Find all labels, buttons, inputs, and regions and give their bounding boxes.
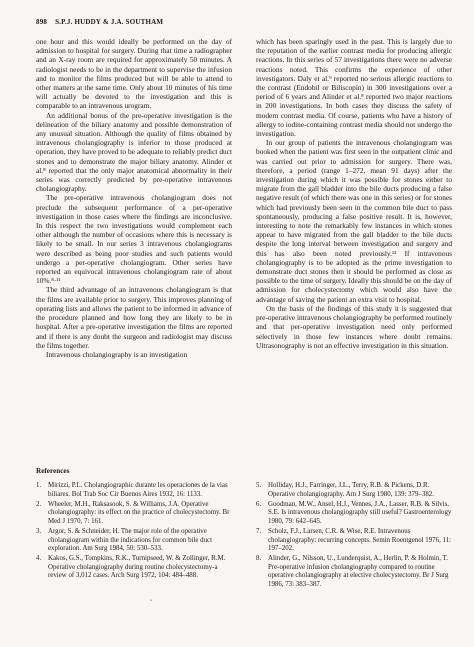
running-authors: S.P.J. HUDDY & J.A. SOUTHAM <box>55 18 164 26</box>
reference-text: Wheeler, M.H., Raksasook, S. & Williams, J.A. Operative cholangiography: its effect on the practice of cholecystectomy. Br Med J 1970, 7: 161. <box>48 500 230 525</box>
body-paragraph: An additional bonus of the pre-operative investigation is the delineation of the biliary anatomy and possible demonstration of any unusual situation. Although the quality of films obtained by intravenous cholangiography is inferior to those produced at operation, they have proved to be adequate to reliably predict duct stones and to demonstrate the major biliary anatomy. Alinder et al.⁸ reported that the only major anatomical abnormality in their series was correctly predicted by pre-operative intravenous cholangiography. <box>36 110 232 194</box>
body-paragraph: The third advantage of an intravenous cholangiogram is that the films are available prior to surgery. This improves planning of operating lists and allows the patient to be informed in advance of the procedure planned and how long they are likely to be in hospital. After a pre-operative investigation the films are reported and if there is any doubt the surgeon and radiologist may discuss the films together. <box>36 285 232 350</box>
running-header <box>36 18 163 26</box>
reference-number: 1. <box>36 482 42 489</box>
print-mark: ˘ <box>150 600 152 606</box>
body-paragraph: In our group of patients the intravenous cholangiogram was booked when the patient was first seen in the outpatient clinic and was carried out prior to admission for surgery. There was, therefore, a period (range 1–272, mean 91 days) after the investigation during which it was possible for stones either to migrate from the gall bladder into the bile ducts producing a false negative result (of which there was one in this series) or for stones which had previously been seen in the common bile duct to pass spontaneously, producing a false positive result. It is, however, interesting to note the remarkably few instances in which stones appear to have migrated from the gall bladder to the bile ducts despite the long interval between investigation and surgery and this has also been noted previously.¹² If intravenous cholangiography is to be adopted as the prime investigation to demonstrate duct stones then it should be performed as close as possible to the time of surgery. Ideally this should be on the day of admission for cholecystectomy which would also have the advantage of saving the patient an extra visit to hospital. <box>256 138 452 304</box>
references-list-right <box>256 482 452 591</box>
reference-number: 8. <box>256 555 262 563</box>
reference-text: Kakos, G.S., Tompkins, R.K., Turnipseed, W. & Zollinger, R.M. Operative cholangiography during routine cholecystectomy-a review of 3,012 cases. Arch Surg 1972, 104: 484–488. <box>48 555 226 580</box>
reference-item <box>36 555 232 581</box>
reference-number: 4. <box>36 555 42 563</box>
reference-text: Alinder, G., Nilsson, U., Lunderquist, A., Herlin, P. & Holmin, T. Pre-operative infusion cholangiography compared to routine operative cholangiography at elective cholecystectomy. Br J Surg 1986, 73: 383–387. <box>268 555 449 589</box>
body-paragraph: The pre-operative intravenous cholangiogram does not preclude the subsequent performance of a per-operative investigation in those cases where the findings are inconclusive. In this respect the two investigations would complement each other although the number of occasions where this is necessary is likely to be small. In our series 3 intravenous cholangiograms were described as being poor studies and such patients would undergo a per-operative cholangiogram. Other series have reported an equivocal intravenous cholangiogram rate of about 10%.⁸·¹¹ <box>36 193 232 286</box>
reference-number: 6. <box>256 500 262 508</box>
body-paragraph: On the basis of the findings of this study it is suggested that pre-operative intravenous cholangiography be performed routinely and that per-operative investigation need only performed selectively in those few instances where doubt remains. Ultrasonography is not an effective investigation in this situation. <box>256 303 452 350</box>
reference-item <box>256 501 452 527</box>
reference-number: 5. <box>256 482 262 489</box>
page-number: 898 <box>36 18 48 26</box>
reference-text: Mirizzi, P.L. Cholangiographic durante les operaciones de la vias biliares. Bol Trab Soc Cir Buenos Aires 1932, 16: 1133. <box>48 482 228 498</box>
left-text-column <box>36 37 232 359</box>
body-paragraph: Intravenous cholangiography is an investigation <box>46 349 188 359</box>
reference-item <box>256 528 452 554</box>
reference-item <box>36 482 232 499</box>
reference-text: Goodman, M.W., Ansel, H.J., Vennes, J.A., Lasser, R.B. & Silvis, S.E. Is intravenous cholangiography still useful? Gastroenterology 1980, 79: 642–645. <box>268 500 452 525</box>
reference-item <box>36 528 232 554</box>
references-heading: References <box>36 467 70 475</box>
body-paragraph: one hour and this would ideally be performed on the day of admission to hospital for surgery. During that time a radiographer and an X-ray room are required for approximately 50 minutes. A radiologist needs to be in the department to supervise the infusion and to monitor the films produced but will be able to attend to other matters at the same time. Only about 10 minutes of his time will actually be devoted to the investigation and this is comparable to an intravenous urogram. <box>36 37 232 111</box>
body-paragraph: which has been sparingly used in the past. This is largely due to the reputation of the earlier contrast media for producing allergic reactions. In this series of 57 investigations there were no adverse reactions noted. This confirms the experience of other investigators. Daly et al.⁹ reported no serious allergic reactions to the contrast (Endobil or Biliscopin) in 300 investigations over a period of 6 years and Alinder et al.⁸ reported two major reactions in 200 investigations. In both cases they discuss the safety of modern contrast media. Of course, patients who have a history of allergy to iodine-containing contrast media should not undergo the investigation. <box>256 37 452 139</box>
reference-text: Scholz, F.J., Larsen, C.R. & Wise, R.E. Intravenous cholangiography: recurring concepts. Semin Roentgenol 1976, 11: 197–202. <box>268 527 452 553</box>
references-list-left <box>36 482 232 583</box>
reference-text: Holliday, H.J., Farringer, J.L., Terry, R.B. & Pickens, D.R. Operative cholangiography. Am J Surg 1980, 139: 379–382. <box>268 482 434 498</box>
reference-number: 7. <box>256 527 262 535</box>
reference-item <box>256 555 452 589</box>
reference-item <box>36 501 232 527</box>
right-text-column <box>256 37 452 350</box>
reference-item <box>256 482 452 499</box>
reference-number: 3. <box>36 527 42 535</box>
reference-number: 2. <box>36 500 42 508</box>
reference-text: Argor, S. & Schneider, H. The major role of the operative cholangiogram within the indications for common bile duct exploration. Am Surg 1984, 50: 530–533. <box>48 527 212 553</box>
